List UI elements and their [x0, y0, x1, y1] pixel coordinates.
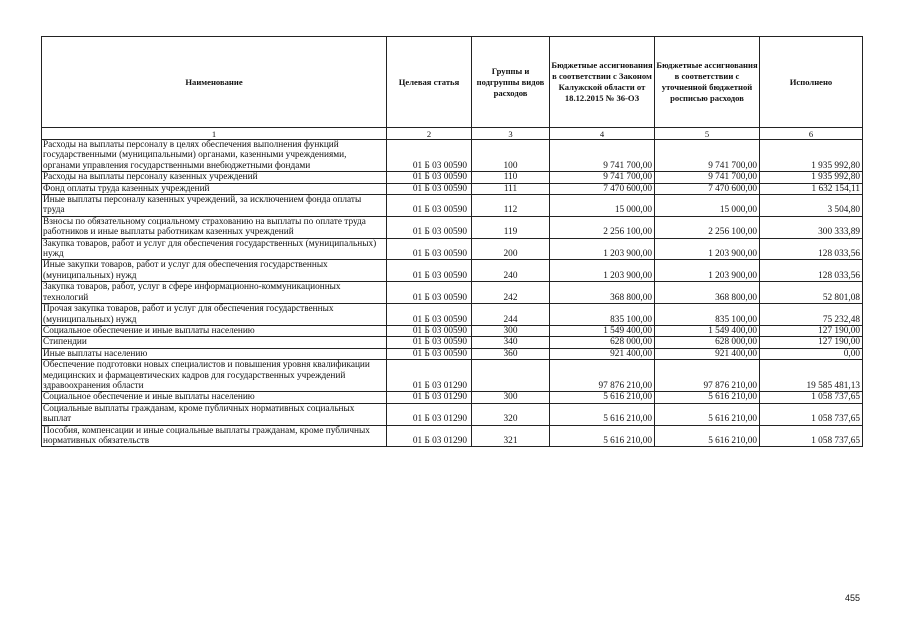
row-refined-allocation: 97 876 210,00 [655, 360, 760, 392]
row-executed: 127 190,00 [760, 337, 863, 348]
header-target-article: Целевая статья [387, 37, 472, 128]
row-target-article: 01 Б 03 00590 [387, 172, 472, 183]
table-row [42, 360, 863, 392]
row-executed: 128 033,56 [760, 260, 863, 282]
table-row [42, 392, 863, 403]
row-target-article: 01 Б 03 00590 [387, 238, 472, 260]
table-row [42, 403, 863, 425]
row-executed: 1 935 992,80 [760, 172, 863, 183]
column-number: 3 [472, 128, 550, 140]
row-law-allocation: 9 741 700,00 [550, 140, 655, 172]
row-target-article: 01 Б 03 00590 [387, 183, 472, 194]
row-name: Расходы на выплаты персоналу в целях обеспечения выполнения функций государственными (муниципальными) органами, казенными учреждениями, органами управления государственными внебюджетными фондами [42, 140, 387, 172]
row-expense-group: 321 [472, 425, 550, 447]
row-name: Иные закупки товаров, работ и услуг для обеспечения государственных (муниципальных) нужд [42, 260, 387, 282]
row-name: Пособия, компенсации и иные социальные выплаты гражданам, кроме публичных нормативных обязательств [42, 425, 387, 447]
row-law-allocation: 9 741 700,00 [550, 172, 655, 183]
row-refined-allocation: 1 549 400,00 [655, 325, 760, 336]
row-name: Иные выплаты населению [42, 348, 387, 359]
row-refined-allocation: 5 616 210,00 [655, 403, 760, 425]
row-executed: 1 058 737,65 [760, 403, 863, 425]
column-number: 2 [387, 128, 472, 140]
row-refined-allocation: 1 203 900,00 [655, 238, 760, 260]
row-expense-group [472, 360, 550, 392]
column-number: 5 [655, 128, 760, 140]
row-law-allocation: 5 616 210,00 [550, 392, 655, 403]
row-refined-allocation: 921 400,00 [655, 348, 760, 359]
header-name: Наименование [42, 37, 387, 128]
row-refined-allocation: 9 741 700,00 [655, 140, 760, 172]
header-row [42, 37, 863, 128]
header-refined-allocations: Бюджетные ассигнования в соответствии с уточненной бюджетной росписью расходов [655, 37, 760, 128]
row-expense-group: 100 [472, 140, 550, 172]
table-row [42, 348, 863, 359]
row-executed: 19 585 481,13 [760, 360, 863, 392]
row-expense-group: 320 [472, 403, 550, 425]
row-expense-group: 112 [472, 195, 550, 217]
row-expense-group: 300 [472, 325, 550, 336]
table-row [42, 238, 863, 260]
header-law-allocations: Бюджетные ассигнования в соответствии с Законом Калужской области от 18.12.2015 № 36-ОЗ [550, 37, 655, 128]
row-executed: 1 058 737,65 [760, 392, 863, 403]
row-refined-allocation: 1 203 900,00 [655, 260, 760, 282]
row-expense-group: 360 [472, 348, 550, 359]
row-expense-group: 300 [472, 392, 550, 403]
row-executed: 52 801,08 [760, 282, 863, 304]
row-name: Социальное обеспечение и иные выплаты населению [42, 325, 387, 336]
row-refined-allocation: 9 741 700,00 [655, 172, 760, 183]
table-row [42, 282, 863, 304]
row-name: Социальные выплаты гражданам, кроме публичных нормативных социальных выплат [42, 403, 387, 425]
row-law-allocation: 1 203 900,00 [550, 260, 655, 282]
row-name: Обеспечение подготовки новых специалистов и повышения уровня квалификации медицинских и фармацевтических кадров для государственных учреждений здравоохранения области [42, 360, 387, 392]
row-expense-group: 340 [472, 337, 550, 348]
table-row [42, 304, 863, 326]
row-name: Закупка товаров, работ, услуг в сфере информационно-коммуникационных технологий [42, 282, 387, 304]
row-refined-allocation: 2 256 100,00 [655, 216, 760, 238]
row-target-article: 01 Б 03 01290 [387, 403, 472, 425]
row-target-article: 01 Б 03 00590 [387, 195, 472, 217]
column-number: 4 [550, 128, 655, 140]
row-expense-group: 240 [472, 260, 550, 282]
row-target-article: 01 Б 03 00590 [387, 216, 472, 238]
row-refined-allocation: 628 000,00 [655, 337, 760, 348]
table-row [42, 172, 863, 183]
row-executed: 127 190,00 [760, 325, 863, 336]
table-row [42, 140, 863, 172]
row-target-article: 01 Б 03 01290 [387, 392, 472, 403]
row-law-allocation: 921 400,00 [550, 348, 655, 359]
row-executed: 128 033,56 [760, 238, 863, 260]
column-number-row [42, 128, 863, 140]
row-refined-allocation: 5 616 210,00 [655, 392, 760, 403]
row-target-article: 01 Б 03 00590 [387, 282, 472, 304]
table-row [42, 325, 863, 336]
header-expense-groups: Группы и подгруппы видов расходов [472, 37, 550, 128]
row-refined-allocation: 835 100,00 [655, 304, 760, 326]
row-target-article: 01 Б 03 01290 [387, 360, 472, 392]
table-row [42, 260, 863, 282]
row-law-allocation: 5 616 210,00 [550, 403, 655, 425]
row-executed: 300 333,89 [760, 216, 863, 238]
row-law-allocation: 7 470 600,00 [550, 183, 655, 194]
row-executed: 75 232,48 [760, 304, 863, 326]
row-executed: 3 504,80 [760, 195, 863, 217]
header-executed: Исполнено [760, 37, 863, 128]
table-row [42, 195, 863, 217]
row-law-allocation: 97 876 210,00 [550, 360, 655, 392]
row-name: Закупка товаров, работ и услуг для обеспечения государственных (муниципальных) нужд [42, 238, 387, 260]
row-law-allocation: 15 000,00 [550, 195, 655, 217]
row-name: Стипендии [42, 337, 387, 348]
row-name: Расходы на выплаты персоналу казенных учреждений [42, 172, 387, 183]
row-executed: 1 058 737,65 [760, 425, 863, 447]
column-number: 6 [760, 128, 863, 140]
row-law-allocation: 1 203 900,00 [550, 238, 655, 260]
row-name: Иные выплаты персоналу казенных учреждений, за исключением фонда оплаты труда [42, 195, 387, 217]
row-law-allocation: 628 000,00 [550, 337, 655, 348]
row-name: Фонд оплаты труда казенных учреждений [42, 183, 387, 194]
row-executed: 1 632 154,11 [760, 183, 863, 194]
row-name: Взносы по обязательному социальному страхованию на выплаты по оплате труда работников и иные выплаты работникам казенных учреждений [42, 216, 387, 238]
budget-table [41, 36, 863, 447]
row-refined-allocation: 7 470 600,00 [655, 183, 760, 194]
row-target-article: 01 Б 03 00590 [387, 325, 472, 336]
row-law-allocation: 1 549 400,00 [550, 325, 655, 336]
row-executed: 1 935 992,80 [760, 140, 863, 172]
row-expense-group: 200 [472, 238, 550, 260]
table-row [42, 337, 863, 348]
column-number: 1 [42, 128, 387, 140]
row-refined-allocation: 368 800,00 [655, 282, 760, 304]
row-executed: 0,00 [760, 348, 863, 359]
row-expense-group: 244 [472, 304, 550, 326]
row-target-article: 01 Б 03 00590 [387, 304, 472, 326]
row-target-article: 01 Б 03 00590 [387, 337, 472, 348]
table-row [42, 216, 863, 238]
row-target-article: 01 Б 03 00590 [387, 140, 472, 172]
row-expense-group: 110 [472, 172, 550, 183]
row-target-article: 01 Б 03 00590 [387, 348, 472, 359]
row-target-article: 01 Б 03 01290 [387, 425, 472, 447]
table-row [42, 183, 863, 194]
row-expense-group: 119 [472, 216, 550, 238]
row-name: Прочая закупка товаров, работ и услуг для обеспечения государственных (муниципальных) нужд [42, 304, 387, 326]
row-law-allocation: 5 616 210,00 [550, 425, 655, 447]
row-refined-allocation: 5 616 210,00 [655, 425, 760, 447]
row-expense-group: 242 [472, 282, 550, 304]
page-number: 455 [845, 593, 861, 603]
row-law-allocation: 2 256 100,00 [550, 216, 655, 238]
table-row [42, 425, 863, 447]
row-refined-allocation: 15 000,00 [655, 195, 760, 217]
row-expense-group: 111 [472, 183, 550, 194]
row-target-article: 01 Б 03 00590 [387, 260, 472, 282]
row-law-allocation: 835 100,00 [550, 304, 655, 326]
row-name: Социальное обеспечение и иные выплаты населению [42, 392, 387, 403]
row-law-allocation: 368 800,00 [550, 282, 655, 304]
